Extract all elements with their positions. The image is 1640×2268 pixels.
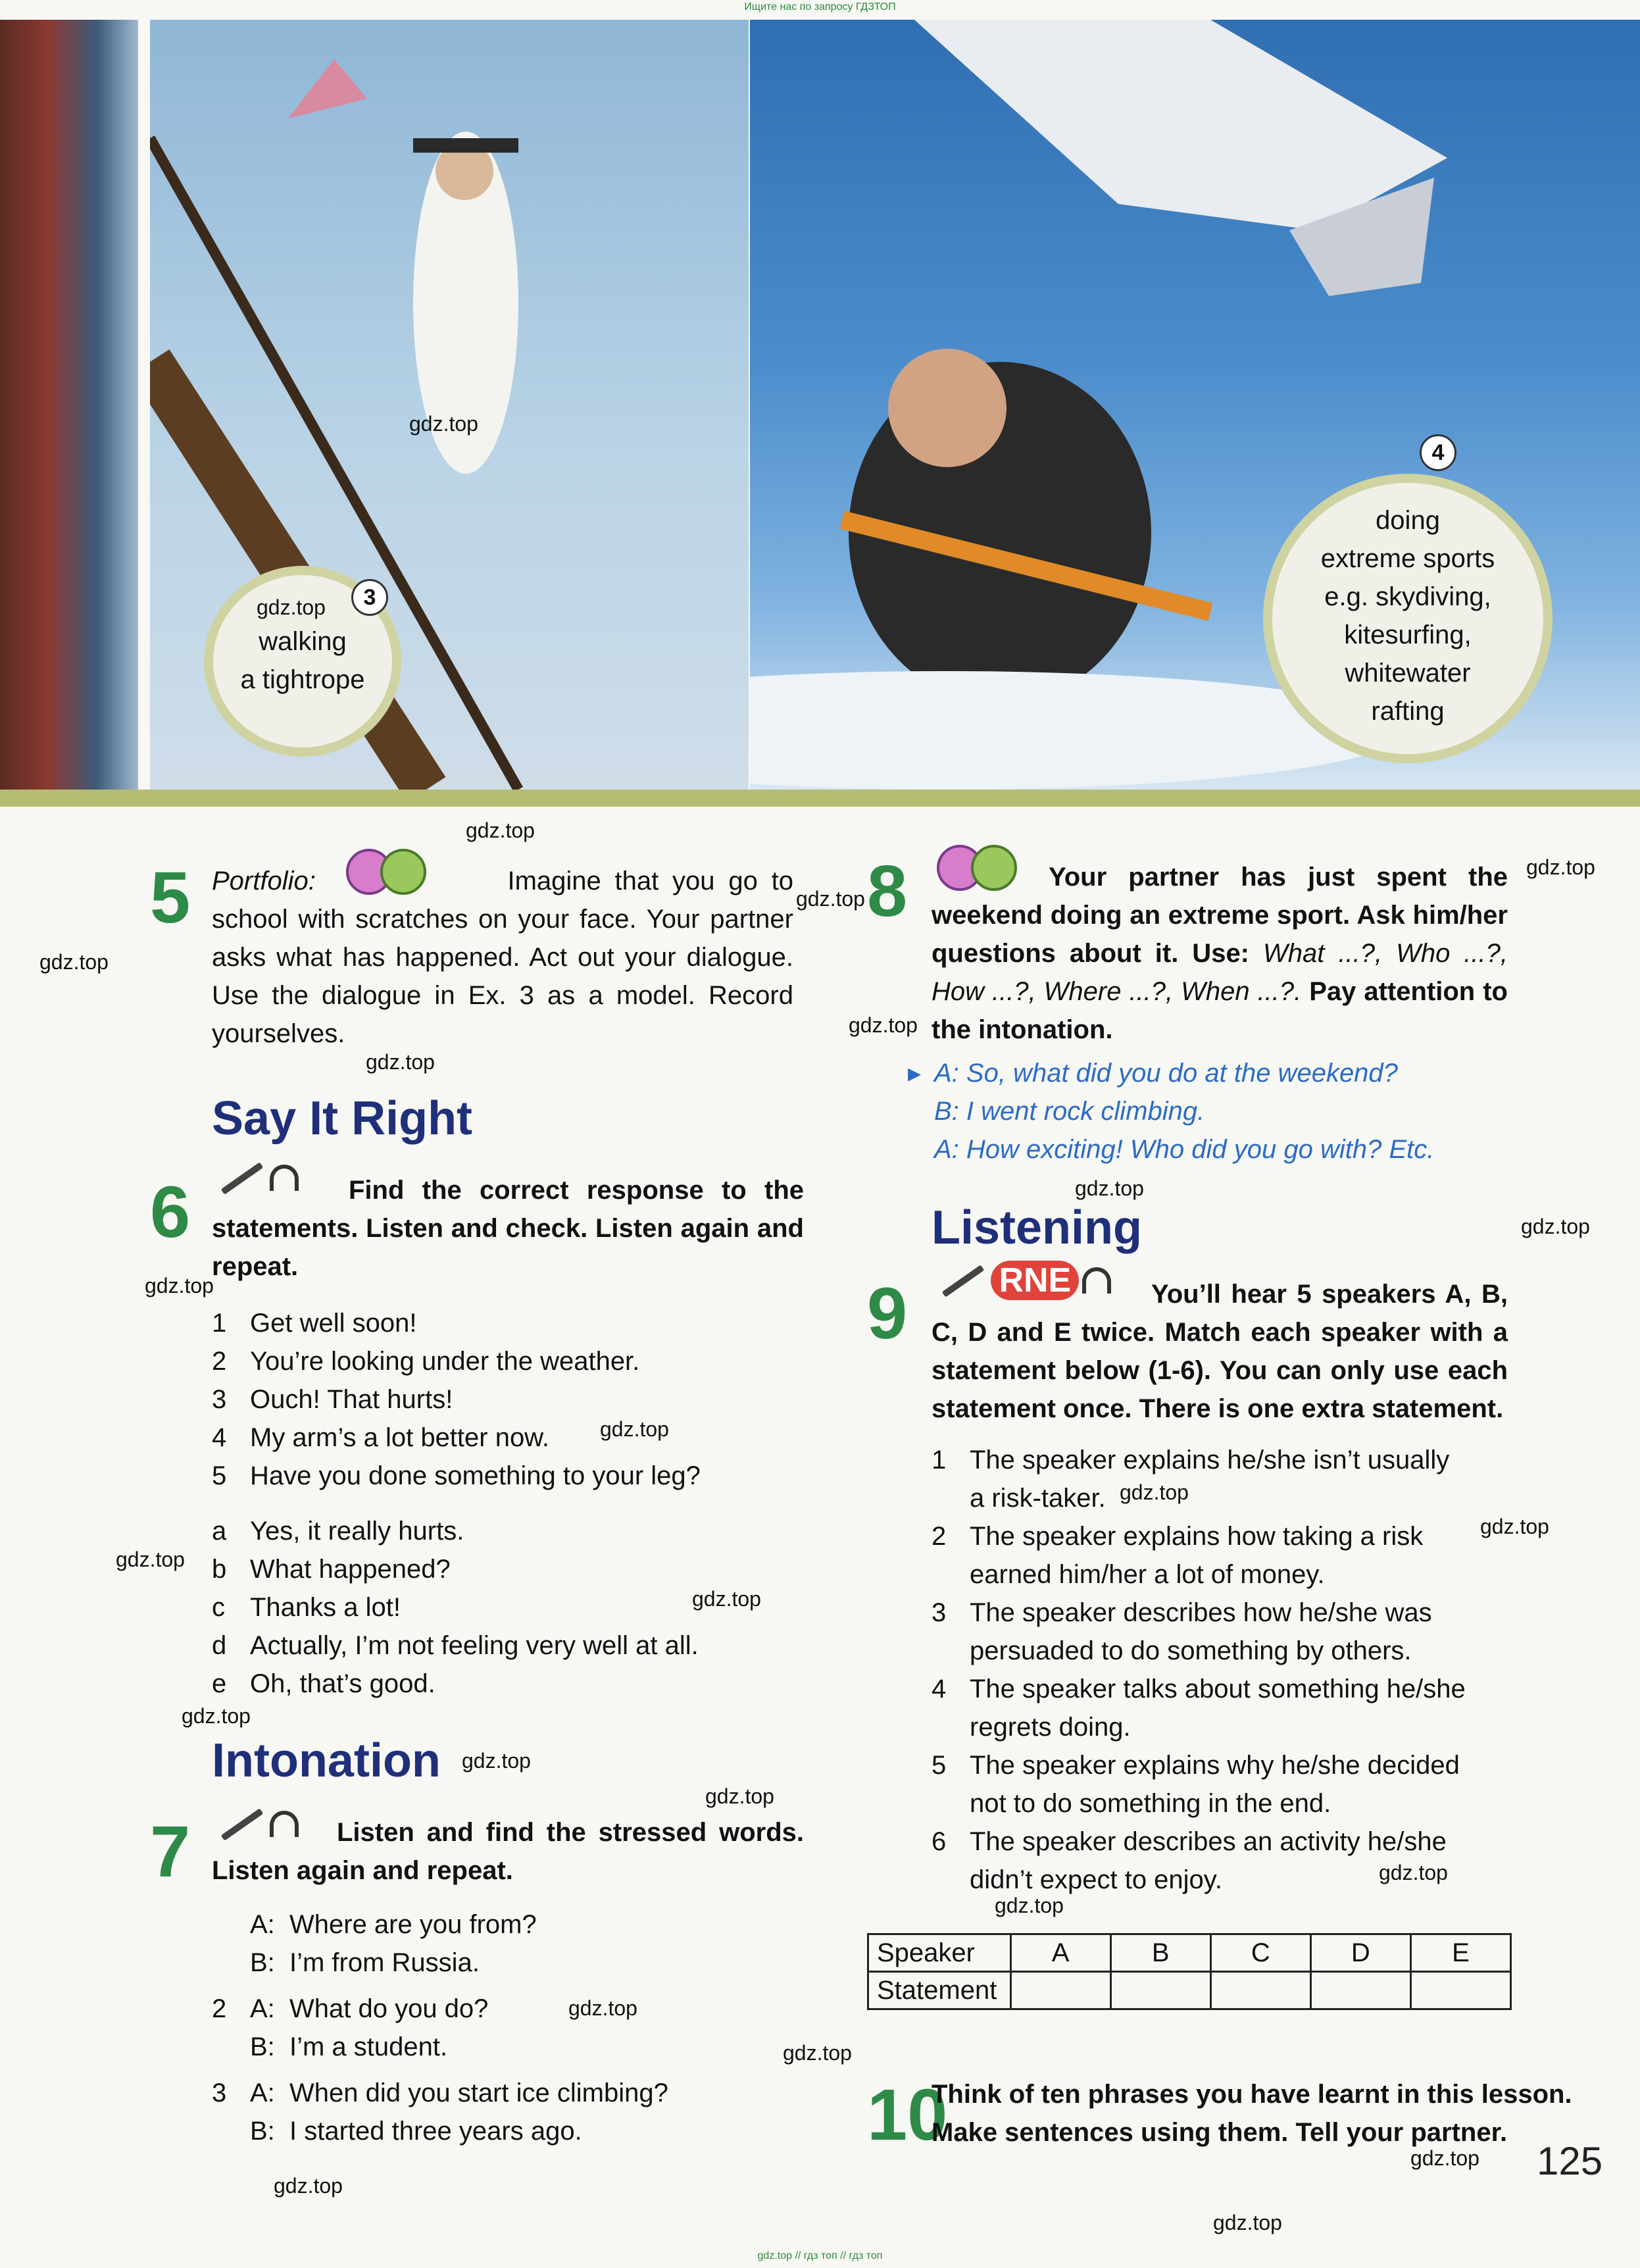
item-text: Ouch! That hurts! [250,1385,453,1414]
exercise-8-text [932,858,1508,1049]
watermark: gdz.top [1480,1515,1549,1538]
speaker-label: A: [250,2079,275,2107]
watermark: gdz.top [600,1417,669,1441]
speaker-label: B: [250,2117,275,2146]
list-item [932,1670,1510,1746]
dialogue-text: Where are you from? [289,1910,537,1939]
list-item [932,1746,1510,1823]
dialogue-line [212,2074,804,2112]
item-number: 3 [212,2079,227,2107]
list-item [212,1457,804,1495]
table-header-cell: C [1210,1934,1310,1972]
statement-line: The speaker describes an activity he/she [970,1827,1447,1856]
item-letter: c [212,1593,225,1622]
list-item [212,1626,804,1665]
say-it-right-heading: Say It Right [212,1092,473,1145]
extreme-sports-caption-bubble [1263,474,1553,763]
watermark: gdz.top [366,1050,435,1074]
bubble-line: kitesurfing, [1344,620,1472,649]
header-note: Ищите нас по запросу ГДЗТОП [744,1,896,13]
item-number: 1 [932,1446,947,1474]
watermark: gdz.top [116,1548,185,1571]
portfolio-label: Portfolio: [212,867,316,895]
list-item [932,1594,1510,1670]
intonation-heading: Intonation [212,1734,441,1787]
dialogue-text: What do you do? [289,1994,489,2023]
exercise-number: 9 [867,1273,908,1354]
model-text: A: How exciting! Who did you go with? Etc. [934,1135,1435,1164]
table-row [868,1934,1511,1972]
exercise-7-dialogues [212,1905,804,2150]
statement-line: The speaker explains he/she isn’t usually [970,1446,1450,1474]
watermark: gdz.top [466,819,535,842]
exercise-10-text [932,2075,1576,2152]
model-line [908,1092,1500,1130]
dialogue-line [212,2112,804,2150]
statement-line: The speaker talks about something he/she [970,1675,1466,1703]
bubble-line: extreme sports [1320,544,1495,573]
exercise-9-statements [932,1441,1510,1899]
answer-cell[interactable] [1210,1972,1310,2009]
watermark: gdz.top [145,1274,214,1298]
statement-line: The speaker describes how he/she was [970,1598,1432,1627]
bubble-number: 3 [351,579,388,616]
exercise-6-instruction: Find the correct response to the statements. Listen and check. Listen again and repeat. [212,1176,804,1281]
item-number: 5 [932,1751,947,1780]
table-header-cell: Statement [868,1972,1011,2009]
item-number: 4 [212,1423,227,1452]
watermark: gdz.top [1526,855,1595,879]
bubble-line: e.g. skydiving, [1324,582,1491,611]
dialogue-line [212,1944,804,1982]
bubble-line: whitewater [1345,659,1471,688]
table-header-cell: E [1410,1934,1510,1972]
watermark: gdz.top [1075,1176,1144,1200]
exercise-number: 10 [867,2075,948,2155]
list-item [212,1550,804,1588]
list-item [932,1441,1510,1517]
dialogue-text: I started three years ago. [289,2117,582,2146]
list-item [212,1419,804,1457]
model-text: B: I went rock climbing. [934,1097,1205,1126]
exercise-5-instruction: Imagine that you go to school with scratches on your face. Your partner asks what has happened. Act out your dialogue. Use the dialogue in Ex. 3 as a model. Record yourselves. [212,867,793,1048]
bubble-line: walking [259,627,347,656]
watermark: gdz.top [409,412,478,436]
watermark: gdz.top [1120,1480,1189,1504]
watermark: gdz.top [796,887,865,911]
exercise-8-instruction-end: Pay attention to the intonation. [932,977,1508,1044]
item-number: 2 [212,1994,227,2023]
bubble-line: doing [1376,506,1440,535]
exercise-8-instruction: Your partner has just spent the weekend doing an extreme sport. Ask him/her questions about it. Use: [932,863,1508,968]
watermark: gdz.top [1521,1215,1590,1238]
list-item [212,1304,804,1342]
watermark: gdz.top [182,1704,251,1728]
listening-heading: Listening [932,1201,1142,1254]
page-number: 125 [1537,2139,1603,2183]
table-header-cell: Speaker [868,1934,1011,1972]
question-words: What ...?, Who ...?, How ...?, Where ...?, When ...?. [932,939,1508,1006]
watermark: gdz.top [783,2041,852,2065]
dialogue-line [212,1990,804,2028]
item-letter: d [212,1631,227,1660]
list-item [932,1517,1510,1594]
item-number: 2 [212,1347,227,1376]
exercise-10-line: Make sentences using them. Tell your partner. [932,2118,1508,2147]
bubble-line: a tightrope [240,665,365,694]
watermark: gdz.top [1410,2146,1479,2170]
item-number: 3 [932,1598,947,1627]
statement-line: persuaded to do something by others. [970,1636,1412,1665]
exercise-9-instruction: You’ll hear 5 speakers A, B, C, D and E twice. Match each speaker with a statement below (1-6). You can only use each statement once. There is one extra statement. [932,1280,1508,1423]
item-text: Oh, that’s good. [250,1669,435,1698]
statement-line: The speaker explains why he/she decided [970,1751,1460,1780]
answer-cell[interactable] [1410,1972,1510,2009]
item-number: 1 [212,1309,227,1338]
exercise-10-line: Think of ten phrases you have learnt in this lesson. [932,2080,1572,2109]
dialogue-text: I’m from Russia. [289,1948,480,1977]
answer-table [867,1933,1512,2010]
item-text: You’re looking under the weather. [250,1347,640,1376]
statement-line: regrets doing. [970,1713,1131,1742]
table-row [868,1972,1511,2009]
exercise-number: 6 [150,1172,191,1253]
watermark: gdz.top [257,595,326,619]
watermark: gdz.top [995,1894,1064,1917]
item-number: 4 [932,1675,947,1703]
statement-line: didn’t expect to enjoy. [970,1865,1222,1894]
answer-cell[interactable] [1110,1972,1210,2009]
watermark: gdz.top [1213,2211,1282,2234]
item-letter: b [212,1555,227,1584]
exercise-number: 5 [150,857,191,938]
item-text: My arm’s a lot better now. [250,1423,549,1452]
item-text: Yes, it really hurts. [250,1517,464,1546]
item-number: 5 [212,1461,227,1490]
exercise-number: 8 [867,851,908,932]
footer-note: gdz.top // гдз топ // гдз топ [757,2250,883,2261]
dialogue-line [212,1905,804,1944]
item-number: 3 [212,1385,227,1414]
answer-cell[interactable] [1010,1972,1110,2009]
speaker-label: A: [250,1910,275,1939]
item-text: Have you done something to your leg? [250,1461,701,1490]
watermark: gdz.top [692,1587,761,1611]
speaker-label: B: [250,2032,275,2061]
dialogue-line [212,2028,804,2066]
watermark: gdz.top [1379,1861,1448,1884]
model-text: A: So, what did you do at the weekend? [934,1059,1398,1088]
table-header-cell: D [1310,1934,1410,1972]
item-text: Actually, I’m not feeling very well at all. [250,1631,699,1660]
watermark: gdz.top [849,1013,918,1037]
watermark: gdz.top [274,2174,343,2198]
dialogue-text: I’m a student. [289,2032,448,2061]
item-letter: e [212,1669,227,1698]
bubble-line: rafting [1371,697,1445,726]
exercise-number: 7 [150,1811,191,1892]
list-item [212,1665,804,1703]
divider-bar [0,790,1640,807]
exercise-5-text [212,862,793,1053]
model-dialogue [908,1054,1500,1169]
exercise-6-statements [212,1304,804,1495]
item-text: Thanks a lot! [250,1593,401,1622]
table-header-cell: A [1010,1934,1110,1972]
list-item [212,1380,804,1419]
item-text: What happened? [250,1555,451,1584]
item-number: 6 [932,1827,947,1856]
exercise-7-instruction: Listen and find the stressed words. Listen again and repeat. [212,1818,804,1885]
statement-line: earned him/her a lot of money. [970,1560,1325,1589]
dialogue-text: When did you start ice climbing? [289,2079,668,2107]
left-photo-strip [0,20,138,790]
statement-line: The speaker explains how taking a risk [970,1522,1424,1551]
watermark: gdz.top [462,1749,531,1773]
answer-cell[interactable] [1310,1972,1410,2009]
speaker-label: A: [250,1994,275,2023]
statement-line: a risk-taker. [970,1484,1106,1513]
table-header-cell: B [1110,1934,1210,1972]
item-number: 2 [932,1522,947,1551]
statement-line: not to do something in the end. [970,1789,1331,1818]
model-line: ▸ A: So, what did you do at the weekend? [908,1059,1398,1088]
item-letter: a [212,1517,227,1546]
speaker-label: B: [250,1948,275,1977]
list-item [212,1342,804,1380]
model-line [908,1130,1500,1169]
watermark: gdz.top [39,950,109,974]
item-text: Get well soon! [250,1309,417,1338]
watermark: gdz.top [568,1996,637,2020]
bubble-number: 4 [1420,434,1456,471]
list-item [212,1512,804,1550]
rne-badge-icon: RNE [991,1261,1079,1300]
watermark: gdz.top [705,1784,774,1808]
